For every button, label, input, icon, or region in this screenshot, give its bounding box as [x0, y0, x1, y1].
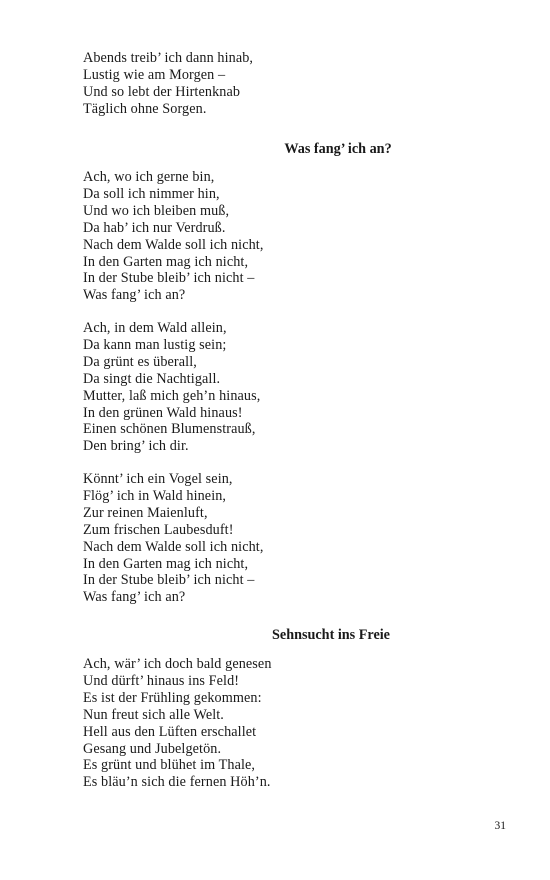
poem1-stanza3	[83, 471, 443, 606]
verse-line: Nach dem Walde soll ich nicht,	[83, 236, 264, 253]
verse-line: In der Stube bleib’ ich nicht –	[83, 572, 255, 589]
verse-line: In der Stube bleib’ ich nicht –	[83, 270, 255, 287]
verse-line: In den Garten mag ich nicht,	[83, 555, 249, 572]
poem1-stanza2	[83, 320, 443, 455]
verse-line: Nun freut sich alle Welt.	[83, 706, 224, 723]
poem-title-was-fang-ich-an: Was fang’ ich an?	[284, 141, 392, 157]
verse-line: Da singt die Nachtigall.	[83, 370, 221, 387]
verse-line: In den Garten mag ich nicht,	[83, 253, 249, 270]
verse-line: Lustig wie am Morgen –	[83, 66, 226, 83]
verse-line: Was fang’ ich an?	[83, 589, 186, 606]
verse-line: Ach, in dem Wald allein,	[83, 320, 227, 336]
poem2-stanza1	[83, 656, 443, 791]
verse-line: Es ist der Frühling gekommen:	[83, 689, 262, 706]
verse-line: Könnt’ ich ein Vogel sein,	[83, 471, 233, 487]
verse-line: Zur reinen Maienluft,	[83, 504, 208, 521]
verse-line: Es grünt und blühet im Thale,	[83, 757, 256, 774]
verse-line: Es bläu’n sich die fernen Höh’n.	[83, 774, 271, 791]
verse-line: Da soll ich nimmer hin,	[83, 185, 220, 202]
verse-line: Und so lebt der Hirtenknab	[83, 83, 241, 100]
verse-line: Gesang und Jubelgetön.	[83, 740, 222, 757]
verse-line: Den bring’ ich dir.	[83, 438, 189, 455]
verse-line: Was fang’ ich an?	[83, 287, 186, 304]
verse-line: Hell aus den Lüften erschallet	[83, 723, 257, 740]
verse-line: In den grünen Wald hinaus!	[83, 404, 243, 421]
poem-title-sehnsucht-ins-freie: Sehnsucht ins Freie	[272, 627, 390, 643]
verse-line: Ach, wo ich gerne bin,	[83, 169, 215, 185]
page-number: 31	[494, 820, 506, 832]
verse-line: Und wo ich bleiben muß,	[83, 202, 230, 219]
verse-line: Täglich ohne Sorgen.	[83, 100, 207, 117]
verse-line: Einen schönen Blumenstrauß,	[83, 421, 256, 438]
verse-line: Abends treib’ ich dann hinab,	[83, 50, 254, 66]
poem1-stanza1	[83, 169, 443, 304]
stanza-intro	[83, 50, 443, 118]
verse-line: Und dürft’ hinaus ins Feld!	[83, 672, 240, 689]
verse-line: Da grünt es überall,	[83, 353, 197, 370]
verse-line: Ach, wär’ ich doch bald genesen	[83, 656, 272, 672]
verse-line: Da kann man lustig sein;	[83, 336, 227, 353]
verse-line: Flög’ ich in Wald hinein,	[83, 487, 227, 504]
verse-line: Da hab’ ich nur Verdruß.	[83, 219, 226, 236]
verse-line: Zum frischen Laubesduft!	[83, 521, 234, 538]
verse-line: Nach dem Walde soll ich nicht,	[83, 538, 264, 555]
verse-line: Mutter, laß mich geh’n hinaus,	[83, 387, 261, 404]
